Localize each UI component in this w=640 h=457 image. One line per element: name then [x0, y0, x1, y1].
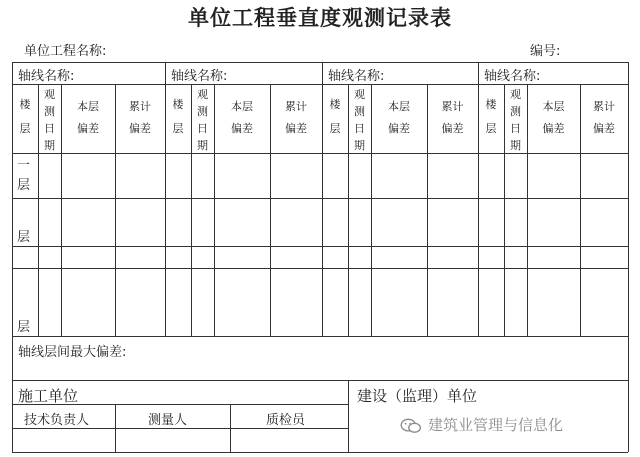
axis-name-label: 轴线名称: [484, 69, 541, 84]
table-border [12, 336, 628, 337]
col-cumulative-header: 累计 偏差 [593, 100, 615, 135]
floor-label-1: 一 层 [17, 158, 31, 193]
table-border [12, 153, 628, 154]
col-this-floor-header: 本层 偏差 [77, 100, 99, 135]
col-floor-header: 楼 层 [172, 98, 184, 135]
grid-line [230, 404, 231, 452]
col-this-floor-header: 本层 偏差 [542, 100, 565, 135]
number-label: 编号: [530, 44, 561, 59]
footer-divider [348, 380, 349, 452]
floor-label-4: 层 [17, 320, 31, 335]
footer-line [12, 428, 348, 429]
table-border [12, 246, 628, 247]
supervision-unit-label: 建设（监理）单位 [357, 387, 478, 405]
surveyor-label: 测量人 [148, 413, 188, 428]
grid-line [115, 404, 116, 452]
form-title: 单位工程垂直度观测记录表 [188, 5, 452, 30]
col-date-header: 观 测 日 期 [510, 88, 521, 152]
watermark-text: 建筑业管理与信息化 [428, 416, 564, 434]
axis-name-label: 轴线名称: [171, 69, 228, 84]
table-border [12, 84, 628, 85]
col-this-floor-header: 本层 偏差 [231, 100, 253, 135]
col-floor-header: 楼 层 [485, 98, 497, 135]
tech-lead-label: 技术负责人 [24, 413, 90, 428]
col-floor-header: 楼 层 [19, 98, 31, 135]
max-deviation-label: 轴线层间最大偏差: [18, 345, 127, 360]
axis-name-label: 轴线名称: [18, 69, 75, 84]
inspector-label: 质检员 [266, 413, 306, 428]
col-floor-header: 楼 层 [329, 98, 341, 135]
grid-line [348, 380, 628, 381]
col-this-floor-header: 本层 偏差 [388, 100, 410, 135]
col-cumulative-header: 累计 偏差 [285, 100, 307, 135]
col-date-header: 观 测 日 期 [197, 88, 208, 152]
table-border [628, 62, 629, 452]
table-border [12, 198, 628, 199]
floor-label-2: 层 [17, 230, 31, 245]
col-cumulative-header: 累计 偏差 [441, 100, 464, 135]
col-date-header: 观 测 日 期 [354, 88, 365, 152]
col-date-header: 观 测 日 期 [44, 88, 55, 152]
table-border [12, 452, 628, 453]
axis-name-label: 轴线名称: [328, 69, 385, 84]
col-cumulative-header: 累计 偏差 [129, 100, 151, 135]
construction-unit-label: 施工单位 [18, 387, 79, 405]
watermark [400, 414, 563, 435]
wechat-icon [400, 418, 422, 434]
unit-name-label: 单位工程名称: [24, 44, 107, 59]
table-border [12, 62, 628, 63]
table-border [12, 268, 628, 269]
